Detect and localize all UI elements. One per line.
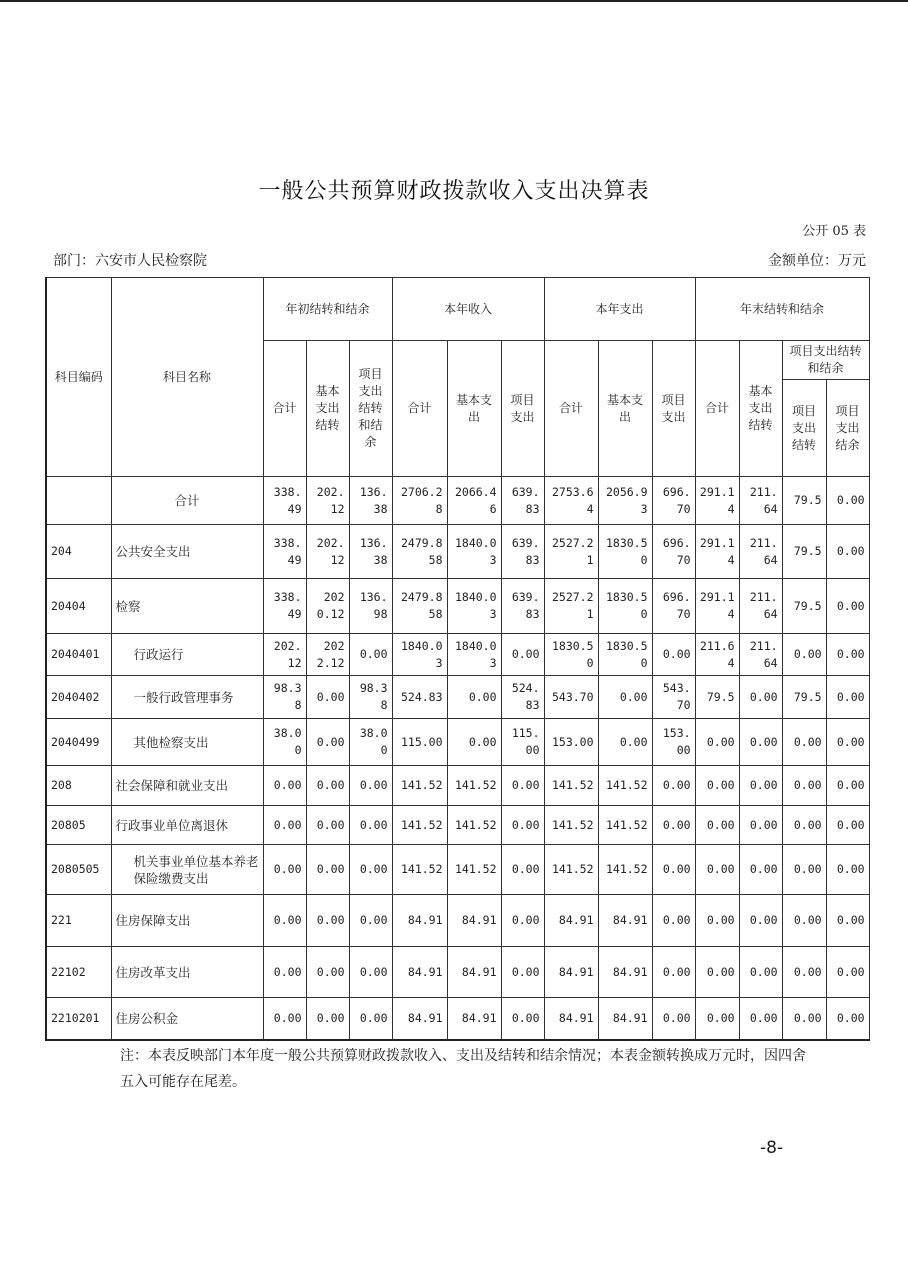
cell-begin-basic-carry: 202.12 <box>306 477 349 525</box>
cell-income-total: 84.91 <box>392 947 447 998</box>
cell-begin-project-carry-balance: 0.00 <box>349 766 392 806</box>
cell-end-basic-carry: 0.00 <box>739 998 782 1040</box>
cell-income-project: 0.00 <box>501 845 544 895</box>
cell-income-basic: 84.91 <box>447 895 501 947</box>
cell-begin-basic-carry: 202.12 <box>306 525 349 579</box>
cell-expense-project: 0.00 <box>652 766 695 806</box>
amount-unit-label: 金额单位：万元 <box>768 253 866 269</box>
cell-begin-project-carry-balance: 0.00 <box>349 845 392 895</box>
cell-begin-total: 338.49 <box>263 477 306 525</box>
cell-end-project-balance: 0.00 <box>826 806 869 845</box>
cell-end-basic-carry: 211.64 <box>739 634 782 676</box>
cell-expense-total: 1830.50 <box>544 634 598 676</box>
cell-end-project-balance: 0.00 <box>826 525 869 579</box>
row-name: 住房保障支出 <box>111 895 263 947</box>
cell-begin-basic-carry: 0.00 <box>306 998 349 1040</box>
cell-expense-total: 2527.21 <box>544 579 598 634</box>
cell-expense-basic: 141.52 <box>598 806 652 845</box>
cell-expense-basic: 0.00 <box>598 719 652 766</box>
cell-income-total: 2479.858 <box>392 525 447 579</box>
cell-end-total: 291.14 <box>695 477 739 525</box>
page-title: 一般公共预算财政拨款收入支出决算表 <box>258 179 650 204</box>
cell-end-total: 211.64 <box>695 634 739 676</box>
table-row <box>46 998 869 1040</box>
cell-income-total: 141.52 <box>392 845 447 895</box>
cell-end-project-balance: 0.00 <box>826 719 869 766</box>
cell-end-project-carry: 79.5 <box>782 676 826 719</box>
cell-income-total: 1840.03 <box>392 634 447 676</box>
cell-end-project-balance: 0.00 <box>826 998 869 1040</box>
cell-begin-basic-carry: 2020.12 <box>306 579 349 634</box>
cell-end-basic-carry: 211.64 <box>739 525 782 579</box>
cell-income-project: 0.00 <box>501 634 544 676</box>
cell-income-project: 639.83 <box>501 579 544 634</box>
cell-end-project-balance: 0.00 <box>826 947 869 998</box>
cell-end-total: 0.00 <box>695 947 739 998</box>
cell-income-total: 2479.858 <box>392 579 447 634</box>
cell-income-total: 141.52 <box>392 806 447 845</box>
cell-expense-project: 0.00 <box>652 998 695 1040</box>
row-name: 行政事业单位离退休 <box>111 806 263 845</box>
cell-end-total: 291.14 <box>695 525 739 579</box>
header-begin-total: 合计 <box>263 341 306 477</box>
cell-expense-total: 2527.21 <box>544 525 598 579</box>
cell-end-total: 0.00 <box>695 998 739 1040</box>
cell-end-basic-carry: 0.00 <box>739 947 782 998</box>
cell-end-basic-carry: 0.00 <box>739 719 782 766</box>
cell-expense-project: 0.00 <box>652 845 695 895</box>
cell-income-project: 0.00 <box>501 947 544 998</box>
cell-end-total: 0.00 <box>695 766 739 806</box>
cell-end-project-balance: 0.00 <box>826 579 869 634</box>
header-income-project: 项目支出 <box>501 341 544 477</box>
cell-expense-basic: 1830.50 <box>598 579 652 634</box>
cell-begin-total: 0.00 <box>263 806 306 845</box>
cell-begin-project-carry-balance: 0.00 <box>349 998 392 1040</box>
cell-income-project: 0.00 <box>501 806 544 845</box>
cell-begin-basic-carry: 0.00 <box>306 845 349 895</box>
cell-expense-project: 153.00 <box>652 719 695 766</box>
table-row <box>46 947 869 998</box>
row-code: 22102 <box>46 947 111 998</box>
cell-begin-basic-carry: 0.00 <box>306 719 349 766</box>
cell-begin-project-carry-balance: 136.98 <box>349 579 392 634</box>
row-name: 住房公积金 <box>111 998 263 1040</box>
cell-begin-basic-carry: 0.00 <box>306 766 349 806</box>
table-row <box>46 579 869 634</box>
cell-end-basic-carry: 0.00 <box>739 806 782 845</box>
cell-end-basic-carry: 211.64 <box>739 477 782 525</box>
cell-expense-basic: 84.91 <box>598 947 652 998</box>
cell-begin-total: 338.49 <box>263 525 306 579</box>
table-row <box>46 766 869 806</box>
cell-end-project-carry: 79.5 <box>782 525 826 579</box>
cell-expense-project: 0.00 <box>652 806 695 845</box>
row-name: 行政运行 <box>111 634 263 676</box>
cell-income-basic: 141.52 <box>447 766 501 806</box>
cell-begin-total: 338.49 <box>263 579 306 634</box>
cell-expense-project: 696.70 <box>652 579 695 634</box>
cell-begin-total: 0.00 <box>263 766 306 806</box>
table-row <box>46 634 869 676</box>
cell-income-project: 115.00 <box>501 719 544 766</box>
cell-end-project-carry: 0.00 <box>782 998 826 1040</box>
cell-end-total: 0.00 <box>695 895 739 947</box>
cell-expense-total: 543.70 <box>544 676 598 719</box>
header-end-total: 合计 <box>695 341 739 477</box>
row-code: 2040499 <box>46 719 111 766</box>
header-income-total: 合计 <box>392 341 447 477</box>
cell-end-project-balance: 0.00 <box>826 845 869 895</box>
cell-begin-total: 0.00 <box>263 998 306 1040</box>
cell-begin-project-carry-balance: 38.00 <box>349 719 392 766</box>
cell-income-basic: 0.00 <box>447 676 501 719</box>
header-end-project-group: 项目支出结转和结余 <box>782 341 869 380</box>
header-end-basic-carry: 基本支出结转 <box>739 341 782 477</box>
cell-begin-total: 98.38 <box>263 676 306 719</box>
cell-expense-basic: 1830.50 <box>598 634 652 676</box>
cell-income-project: 0.00 <box>501 895 544 947</box>
cell-income-basic: 84.91 <box>447 947 501 998</box>
row-code: 20404 <box>46 579 111 634</box>
cell-begin-total: 0.00 <box>263 845 306 895</box>
budget-table <box>45 277 870 1041</box>
cell-expense-total: 84.91 <box>544 895 598 947</box>
cell-income-basic: 141.52 <box>447 806 501 845</box>
header-end-project-balance: 项目支出结余 <box>826 380 869 477</box>
cell-income-total: 2706.28 <box>392 477 447 525</box>
cell-end-project-balance: 0.00 <box>826 634 869 676</box>
header-begin-basic-carry: 基本支出结转 <box>306 341 349 477</box>
table-body <box>46 477 869 1040</box>
cell-begin-project-carry-balance: 98.38 <box>349 676 392 719</box>
cell-begin-project-carry-balance: 0.00 <box>349 947 392 998</box>
cell-expense-total: 84.91 <box>544 947 598 998</box>
cell-end-project-balance: 0.00 <box>826 477 869 525</box>
cell-expense-total: 141.52 <box>544 845 598 895</box>
cell-income-total: 115.00 <box>392 719 447 766</box>
cell-income-basic: 2066.46 <box>447 477 501 525</box>
row-name: 公共安全支出 <box>111 525 263 579</box>
cell-end-project-carry: 0.00 <box>782 845 826 895</box>
cell-income-project: 524.83 <box>501 676 544 719</box>
cell-income-basic: 1840.03 <box>447 525 501 579</box>
cell-income-basic: 0.00 <box>447 719 501 766</box>
cell-expense-basic: 2056.93 <box>598 477 652 525</box>
cell-income-total: 524.83 <box>392 676 447 719</box>
header-begin-project-carry-balance: 项目支出结转和结余 <box>349 341 392 477</box>
row-code: 204 <box>46 525 111 579</box>
header-group-expense: 本年支出 <box>544 278 695 341</box>
header-group-begin: 年初结转和结余 <box>263 278 392 341</box>
header-expense-project: 项目支出 <box>652 341 695 477</box>
header-group-end: 年末结转和结余 <box>695 278 869 341</box>
row-code: 2080505 <box>46 845 111 895</box>
cell-begin-project-carry-balance: 0.00 <box>349 806 392 845</box>
row-name: 合计 <box>111 477 263 525</box>
cell-end-project-carry: 0.00 <box>782 806 826 845</box>
cell-expense-total: 2753.64 <box>544 477 598 525</box>
row-name: 其他检察支出 <box>111 719 263 766</box>
row-name: 社会保障和就业支出 <box>111 766 263 806</box>
table-row <box>46 895 869 947</box>
cell-end-project-balance: 0.00 <box>826 676 869 719</box>
cell-begin-basic-carry: 0.00 <box>306 895 349 947</box>
cell-expense-total: 153.00 <box>544 719 598 766</box>
row-code: 208 <box>46 766 111 806</box>
cell-end-project-carry: 79.5 <box>782 579 826 634</box>
cell-end-project-balance: 0.00 <box>826 895 869 947</box>
cell-begin-total: 38.00 <box>263 719 306 766</box>
department-label: 部门：六安市人民检察院 <box>53 253 207 269</box>
cell-end-total: 0.00 <box>695 806 739 845</box>
header-income-basic: 基本支出 <box>447 341 501 477</box>
cell-expense-basic: 141.52 <box>598 845 652 895</box>
header-expense-basic: 基本支出 <box>598 341 652 477</box>
cell-end-project-carry: 0.00 <box>782 895 826 947</box>
cell-begin-total: 202.12 <box>263 634 306 676</box>
cell-expense-project: 696.70 <box>652 477 695 525</box>
row-code: 20805 <box>46 806 111 845</box>
cell-begin-basic-carry: 2022.12 <box>306 634 349 676</box>
row-code: 221 <box>46 895 111 947</box>
header-code: 科目编码 <box>46 278 111 477</box>
cell-end-basic-carry: 0.00 <box>739 766 782 806</box>
cell-expense-total: 141.52 <box>544 806 598 845</box>
table-row <box>46 676 869 719</box>
cell-end-total: 291.14 <box>695 579 739 634</box>
cell-income-basic: 1840.03 <box>447 579 501 634</box>
cell-income-project: 639.83 <box>501 525 544 579</box>
cell-end-project-carry: 0.00 <box>782 719 826 766</box>
cell-income-project: 639.83 <box>501 477 544 525</box>
cell-begin-project-carry-balance: 136.38 <box>349 477 392 525</box>
cell-income-total: 84.91 <box>392 895 447 947</box>
row-code: 2040402 <box>46 676 111 719</box>
cell-end-total: 79.5 <box>695 676 739 719</box>
cell-income-project: 0.00 <box>501 998 544 1040</box>
cell-expense-project: 0.00 <box>652 895 695 947</box>
cell-end-project-carry: 0.00 <box>782 766 826 806</box>
cell-expense-basic: 84.91 <box>598 998 652 1040</box>
row-name: 机关事业单位基本养老保险缴费支出 <box>111 845 263 895</box>
form-number: 公开 05 表 <box>802 224 866 239</box>
cell-end-project-carry: 0.00 <box>782 947 826 998</box>
cell-expense-project: 543.70 <box>652 676 695 719</box>
table-row <box>46 845 869 895</box>
row-name: 检察 <box>111 579 263 634</box>
header-expense-total: 合计 <box>544 341 598 477</box>
cell-begin-total: 0.00 <box>263 947 306 998</box>
page-number: -8- <box>760 1138 784 1158</box>
row-code: 2210201 <box>46 998 111 1040</box>
table-row <box>46 806 869 845</box>
top-border-line <box>0 0 908 2</box>
header-name: 科目名称 <box>111 278 263 477</box>
table-row <box>46 525 869 579</box>
cell-expense-total: 141.52 <box>544 766 598 806</box>
cell-income-basic: 1840.03 <box>447 634 501 676</box>
cell-begin-basic-carry: 0.00 <box>306 676 349 719</box>
cell-begin-project-carry-balance: 0.00 <box>349 895 392 947</box>
cell-end-project-carry: 0.00 <box>782 634 826 676</box>
cell-end-basic-carry: 0.00 <box>739 845 782 895</box>
cell-expense-basic: 84.91 <box>598 895 652 947</box>
cell-income-basic: 141.52 <box>447 845 501 895</box>
cell-expense-project: 0.00 <box>652 947 695 998</box>
cell-begin-total: 0.00 <box>263 895 306 947</box>
cell-end-basic-carry: 211.64 <box>739 579 782 634</box>
table-row <box>46 719 869 766</box>
cell-begin-project-carry-balance: 0.00 <box>349 634 392 676</box>
row-code: 2040401 <box>46 634 111 676</box>
table-row <box>46 477 869 525</box>
cell-end-basic-carry: 0.00 <box>739 895 782 947</box>
header-group-income: 本年收入 <box>392 278 544 341</box>
cell-end-project-carry: 79.5 <box>782 477 826 525</box>
footnote: 注：本表反映部门本年度一般公共预算财政拨款收入、支出及结转和结余情况；本表金额转换成万元时，因四舍五入可能存在尾差。 <box>120 1048 806 1090</box>
cell-end-total: 0.00 <box>695 845 739 895</box>
cell-income-basic: 84.91 <box>447 998 501 1040</box>
cell-expense-project: 0.00 <box>652 634 695 676</box>
cell-end-project-balance: 0.00 <box>826 766 869 806</box>
cell-income-total: 141.52 <box>392 766 447 806</box>
cell-income-project: 0.00 <box>501 766 544 806</box>
row-name: 一般行政管理事务 <box>111 676 263 719</box>
row-code <box>46 477 111 525</box>
cell-begin-basic-carry: 0.00 <box>306 947 349 998</box>
cell-expense-basic: 0.00 <box>598 676 652 719</box>
cell-expense-basic: 1830.50 <box>598 525 652 579</box>
cell-end-total: 0.00 <box>695 719 739 766</box>
cell-expense-total: 84.91 <box>544 998 598 1040</box>
cell-end-basic-carry: 0.00 <box>739 676 782 719</box>
cell-begin-basic-carry: 0.00 <box>306 806 349 845</box>
row-name: 住房改革支出 <box>111 947 263 998</box>
cell-expense-project: 696.70 <box>652 525 695 579</box>
cell-expense-basic: 141.52 <box>598 766 652 806</box>
cell-income-total: 84.91 <box>392 998 447 1040</box>
header-end-project-carry: 项目支出结转 <box>782 380 826 477</box>
cell-begin-project-carry-balance: 136.38 <box>349 525 392 579</box>
